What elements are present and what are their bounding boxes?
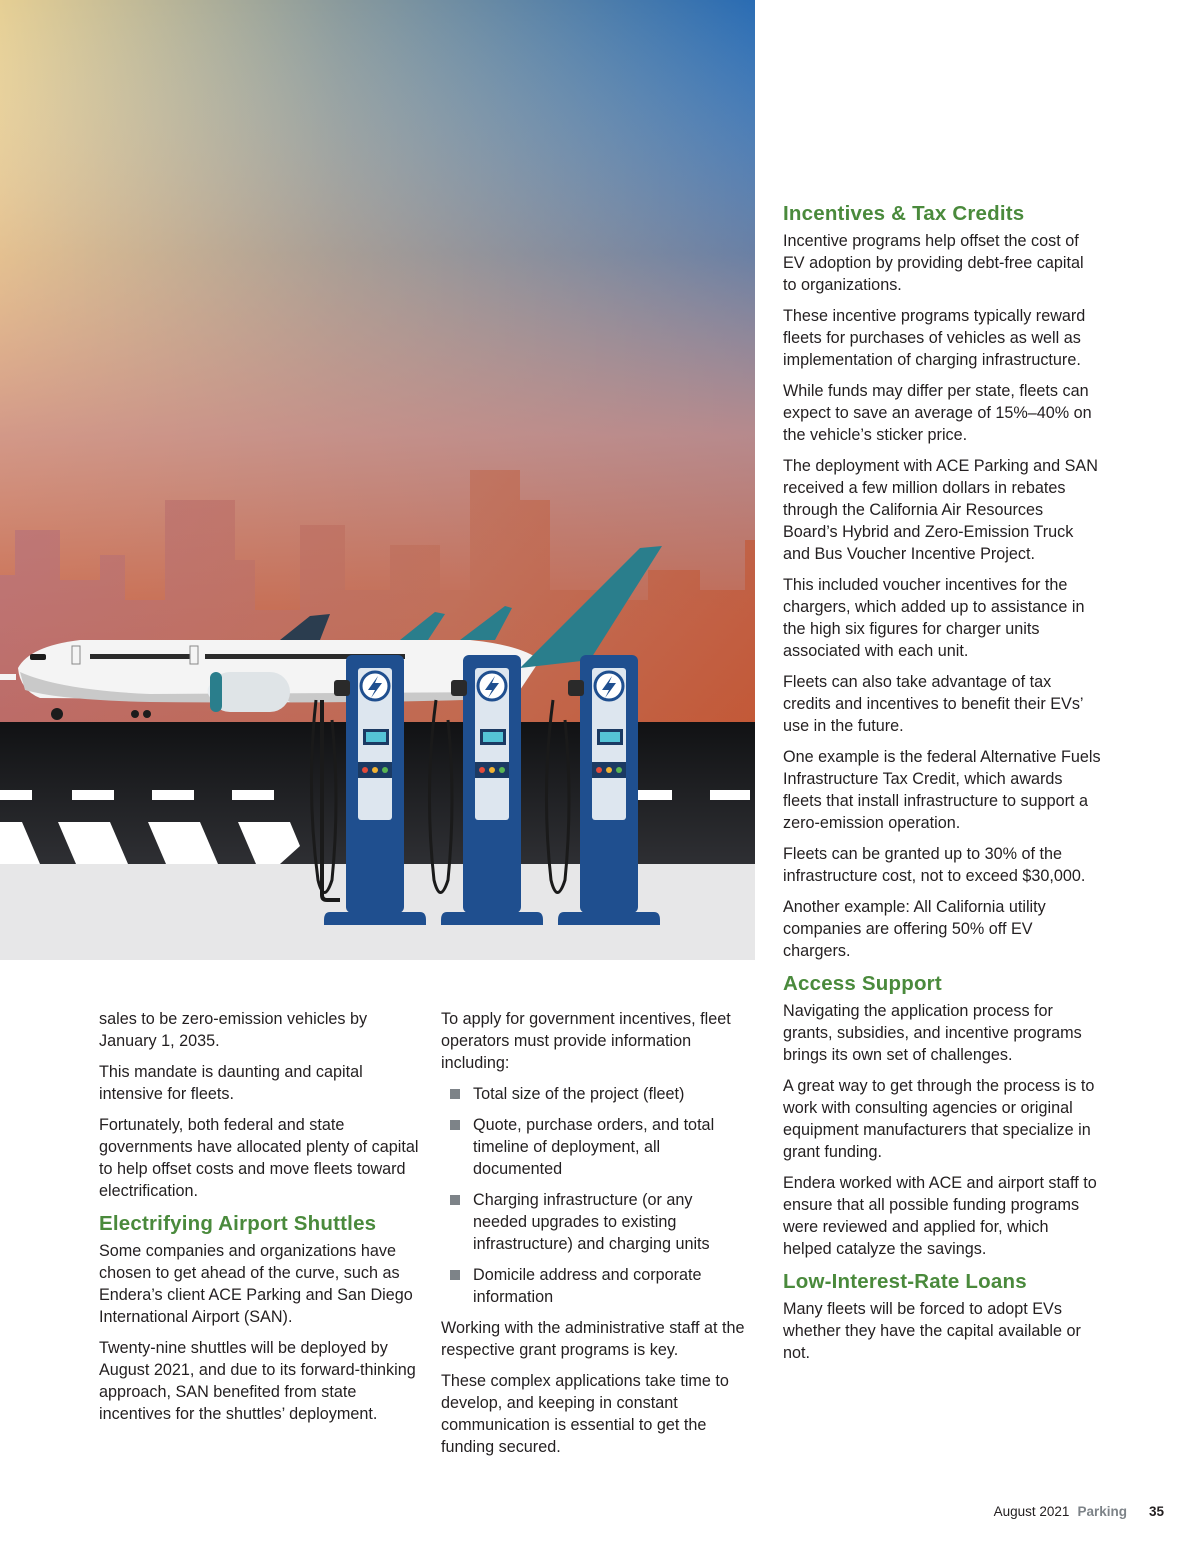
paragraph: One example is the federal Alternative Fuels Infrastructure Tax Credit, which awards fleets that install infrastructure to support a zero-emission operation. <box>783 748 1101 832</box>
list-item: Quote, purchase orders, and total timeline of deployment, all documented <box>441 1114 746 1180</box>
paragraph: sales to be zero-emission vehicles by January 1, 2035. <box>99 1010 368 1050</box>
paragraph: Some companies and organizations have chosen to get ahead of the curve, such as Endera’s client ACE Parking and San Diego International Airport (SAN). <box>99 1242 413 1326</box>
paragraph: To apply for government incentives, fleet operators must provide information including: <box>441 1010 731 1072</box>
paragraph: Incentive programs help offset the cost of EV adoption by providing debt-free capital to organizations. <box>783 232 1084 294</box>
paragraph: A great way to get through the process is to work with consulting agencies or original equipment manufacturers that specialize in grant funding. <box>783 1077 1095 1161</box>
square-bullet-icon <box>450 1089 460 1099</box>
section-heading: Low-Interest-Rate Loans <box>783 1270 1027 1293</box>
paragraph: These incentive programs typically reward fleets for purchases of vehicles as well as implementation of charging infrastructure. <box>783 307 1086 369</box>
paragraph: This mandate is daunting and capital intensive for fleets. <box>99 1063 363 1103</box>
article-column-1 <box>99 1008 419 1434</box>
square-bullet-icon <box>450 1270 460 1280</box>
paragraph: Endera worked with ACE and airport staff to ensure that all possible funding programs were reviewed and applied for, which helped catalyze the savings. <box>783 1174 1097 1258</box>
list-item: Domicile address and corporate information <box>441 1264 746 1308</box>
paragraph: Fleets can be granted up to 30% of the infrastructure cost, not to exceed $30,000. <box>783 845 1086 885</box>
paragraph: Another example: All California utility companies are offering 50% off EV chargers. <box>783 898 1046 960</box>
paragraph: This included voucher incentives for the chargers, which added up to assistance in the high six figures for charger units associated with each unit. <box>783 576 1085 660</box>
paragraph: Fortunately, both federal and state governments have allocated plenty of capital to help offset costs and move fleets toward electrification. <box>99 1116 419 1200</box>
square-bullet-icon <box>450 1195 460 1205</box>
issue-date: August 2021 <box>993 1504 1070 1519</box>
square-bullet-icon <box>450 1120 460 1130</box>
paragraph: Working with the administrative staff at the respective grant programs is key. <box>441 1319 745 1359</box>
magazine-name: Parking <box>1077 1504 1127 1519</box>
section-heading: Incentives & Tax Credits <box>783 202 1025 225</box>
requirements-list <box>441 1083 746 1308</box>
page-number: 35 <box>1148 1504 1164 1519</box>
section-heading: Electrifying Airport Shuttles <box>99 1212 377 1235</box>
paragraph: Many fleets will be forced to adopt EVs whether they have the capital available or not. <box>783 1300 1081 1362</box>
paragraph: While funds may differ per state, fleets can expect to save an average of 15%–40% on the vehicle’s sticker price. <box>783 382 1092 444</box>
list-item: Total size of the project (fleet) <box>441 1083 746 1105</box>
article-column-2 <box>441 1008 746 1467</box>
list-item: Charging infrastructure (or any needed upgrades to existing infrastructure) and charging units <box>441 1189 746 1255</box>
paragraph: The deployment with ACE Parking and SAN received a few million dollars in rebates through the California Air Resources Board’s Hybrid and Zero-Emission Truck and Bus Voucher Incentive Project. <box>783 457 1098 563</box>
airport-ev-charging-illustration <box>0 0 755 960</box>
paragraph: Navigating the application process for grants, subsidies, and incentive programs brings its own set of challenges. <box>783 1002 1082 1064</box>
article-column-3 <box>783 193 1101 1373</box>
paragraph: Fleets can also take advantage of tax credits and incentives to benefit their EVs’ use in the future. <box>783 673 1083 735</box>
page-footer <box>994 1503 1164 1521</box>
paragraph: These complex applications take time to develop, and keeping in constant communication is essential to get the funding secured. <box>441 1372 729 1456</box>
paragraph: Twenty-nine shuttles will be deployed by August 2021, and due to its forward-thinking approach, SAN benefited from state incentives for the shuttles’ deployment. <box>99 1339 416 1423</box>
section-heading: Access Support <box>783 972 942 995</box>
